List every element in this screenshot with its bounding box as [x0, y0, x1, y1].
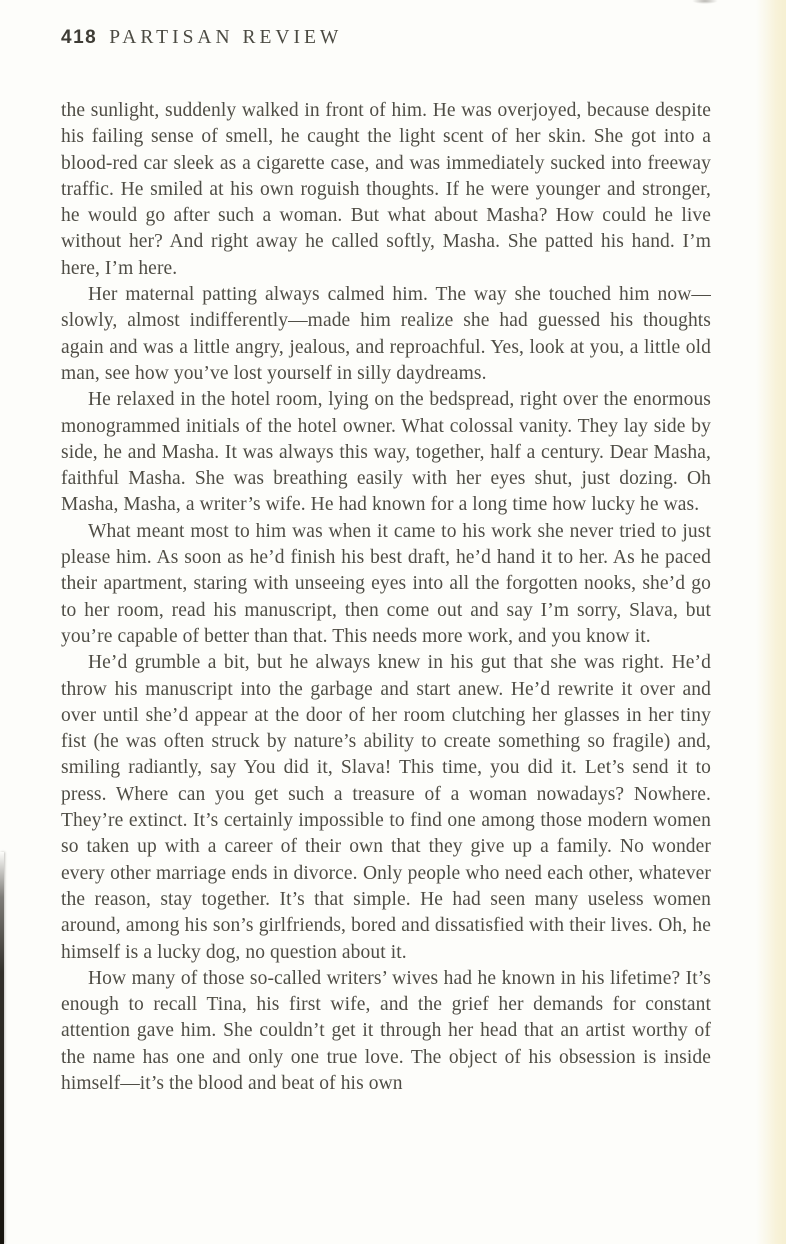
- paragraph: How many of those so-called writers’ wives had he known in his lifetime? It’s enough to recall Tina, his first wife, and the grief her demands for constant attention gave him. She couldn’t get it through her head that an artist worthy of the name has one and only one true love. The object of his obsession is inside himself—it’s the blood and beat of his own: [61, 967, 711, 1094]
- paragraph: He’d grumble a bit, but he always knew in his gut that she was right. He’d throw his manuscript into the garbage and start anew. He’d rewrite it over and over until she’d appear at the door of her room clutching her glasses in her tiny fist (he was often struck by nature’s ability to create something so fragile) and, smiling radiantly, say You did it, Slava! This time, you did it. Let’s send it to press. Where can you get such a treasure of a woman nowadays? Nowhere. They’re extinct. It’s certainly impossible to find one among those modern women so taken up with a career of their own that they give up a family. No wonder every other marriage ends in divorce. Only people who need each other, whatever the reason, stay together. It’s that simple. He had seen many useless women around, among his son’s girlfriends, bored and dissatisfied with their lives. Oh, he himself is a lucky dog, no question about it.: [61, 652, 711, 963]
- page-curl-shading: [756, 0, 786, 1244]
- page-number: 418: [61, 27, 98, 48]
- paragraph: Her maternal patting always calmed him. The way she touched him now—slowly, almost indifferently—made him realize she had guessed his thoughts again and was a little angry, jealous, and reproachful. Yes, look at you, a little old man, see how you’ve lost yourself in silly daydreams.: [61, 284, 711, 384]
- paragraph: He relaxed in the hotel room, lying on the bedspread, right over the enormous monogrammed initials of the hotel owner. What colossal vanity. They lay side by side, he and Masha. It was always this way, together, half a century. Dear Masha, faithful Masha. She was breathing easily with her eyes shut, just dozing. Oh Masha, Masha, a writer’s wife. He had known for a long time how lucky he was.: [61, 389, 711, 516]
- running-header: [61, 28, 342, 49]
- scan-artifact-smudge: [692, 0, 718, 4]
- journal-title: PARTISAN REVIEW: [109, 27, 343, 48]
- story-text-block: [61, 98, 711, 1097]
- paragraph: the sunlight, suddenly walked in front of him. He was overjoyed, because despite his failing sense of smell, he caught the light scent of her skin. She got into a blood-red car sleek as a cigarette case, and was immediately sucked into freeway traffic. He smiled at his own roguish thoughts. If he were younger and stronger, he would go after such a woman. But what about Masha? How could he live without her? And right away he called softly, Masha. She patted his hand. I’m here, I’m here.: [61, 100, 711, 279]
- paragraph: What meant most to him was when it came to his work she never tried to just please him. As soon as he’d finish his best draft, he’d hand it to her. As he paced their apartment, staring with unseeing eyes into all the forgotten nooks, she’d go to her room, read his manuscript, then come out and say I’m sorry, Slava, but you’re capable of better than that. This needs more work, and you know it.: [61, 520, 711, 647]
- book-gutter-shadow: [0, 852, 4, 1244]
